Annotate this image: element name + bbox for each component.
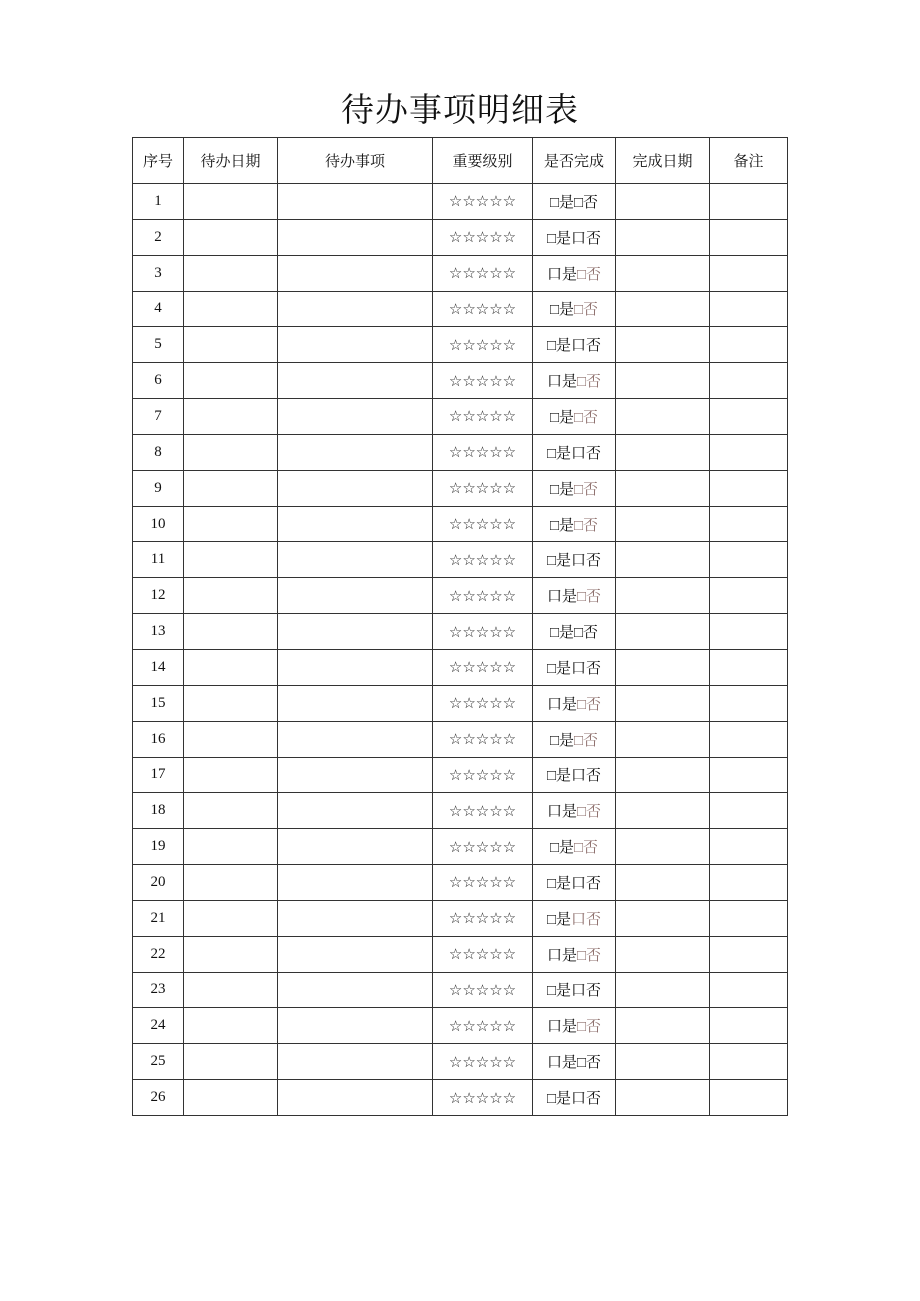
row-number: 25 xyxy=(133,1044,184,1080)
importance-stars: ☆☆☆☆☆ xyxy=(433,542,533,578)
importance-stars: ☆☆☆☆☆ xyxy=(433,1008,533,1044)
checkbox-yes: 口是 xyxy=(546,804,577,821)
checkbox-no: □否 xyxy=(574,517,599,534)
table-row xyxy=(133,219,788,255)
completion-checkbox-cell xyxy=(533,685,616,721)
completion-date-cell xyxy=(616,614,710,650)
todo-date-cell xyxy=(184,1044,278,1080)
checkbox-no: 口否 xyxy=(571,768,602,785)
todo-item-cell xyxy=(278,184,433,220)
completion-date-cell xyxy=(616,936,710,972)
checkbox-yes: □是 xyxy=(549,409,574,426)
completion-date-cell xyxy=(616,434,710,470)
importance-stars: ☆☆☆☆☆ xyxy=(433,721,533,757)
todo-item-cell xyxy=(278,649,433,685)
completion-date-cell xyxy=(616,578,710,614)
table-row xyxy=(133,434,788,470)
checkbox-yes: □是 xyxy=(549,732,574,749)
importance-stars: ☆☆☆☆☆ xyxy=(433,649,533,685)
completion-checkbox-cell xyxy=(533,793,616,829)
importance-stars: ☆☆☆☆☆ xyxy=(433,829,533,865)
todo-date-cell xyxy=(184,1008,278,1044)
table-body xyxy=(133,184,788,1116)
todo-date-cell xyxy=(184,184,278,220)
todo-date-cell xyxy=(184,219,278,255)
note-cell xyxy=(710,470,788,506)
checkbox-yes: 口是 xyxy=(546,947,577,964)
todo-date-cell xyxy=(184,399,278,435)
todo-date-cell xyxy=(184,542,278,578)
note-cell xyxy=(710,542,788,578)
row-number: 26 xyxy=(133,1080,184,1116)
checkbox-no: □否 xyxy=(576,266,602,283)
todo-item-cell xyxy=(278,291,433,327)
todo-item-cell xyxy=(278,578,433,614)
checkbox-yes: 口是 xyxy=(546,1019,577,1036)
todo-item-cell xyxy=(278,399,433,435)
note-cell xyxy=(710,829,788,865)
importance-stars: ☆☆☆☆☆ xyxy=(433,434,533,470)
checkbox-yes: □是 xyxy=(546,768,572,785)
completion-checkbox-cell xyxy=(533,865,616,901)
completion-checkbox-cell xyxy=(533,649,616,685)
row-number: 14 xyxy=(133,649,184,685)
todo-date-cell xyxy=(184,470,278,506)
completion-date-cell xyxy=(616,184,710,220)
completion-date-cell xyxy=(616,649,710,685)
importance-stars: ☆☆☆☆☆ xyxy=(433,470,533,506)
table-row xyxy=(133,1044,788,1080)
row-number: 12 xyxy=(133,578,184,614)
table-row xyxy=(133,793,788,829)
completion-checkbox-cell xyxy=(533,936,616,972)
checkbox-no: 口否 xyxy=(571,875,602,892)
todo-item-cell xyxy=(278,1044,433,1080)
table-row xyxy=(133,542,788,578)
row-number: 5 xyxy=(133,327,184,363)
checkbox-yes: □是 xyxy=(546,230,572,247)
completion-checkbox-cell xyxy=(533,255,616,291)
todo-item-cell xyxy=(278,434,433,470)
completion-date-cell xyxy=(616,829,710,865)
todo-date-cell xyxy=(184,578,278,614)
table-row xyxy=(133,1008,788,1044)
todo-item-cell xyxy=(278,1080,433,1116)
completion-checkbox-cell xyxy=(533,972,616,1008)
checkbox-no: □否 xyxy=(574,409,599,426)
row-number: 9 xyxy=(133,470,184,506)
todo-date-cell xyxy=(184,506,278,542)
importance-stars: ☆☆☆☆☆ xyxy=(433,936,533,972)
note-cell xyxy=(710,1080,788,1116)
completion-checkbox-cell xyxy=(533,542,616,578)
checkbox-yes: □是 xyxy=(546,875,572,892)
checkbox-yes: □是 xyxy=(549,625,574,642)
note-cell xyxy=(710,506,788,542)
completion-date-cell xyxy=(616,1008,710,1044)
todo-date-cell xyxy=(184,757,278,793)
note-cell xyxy=(710,291,788,327)
importance-stars: ☆☆☆☆☆ xyxy=(433,1080,533,1116)
todo-item-cell xyxy=(278,255,433,291)
row-number: 2 xyxy=(133,219,184,255)
todo-item-cell xyxy=(278,865,433,901)
completion-date-cell xyxy=(616,327,710,363)
table-row xyxy=(133,721,788,757)
checkbox-yes: □是 xyxy=(546,445,572,462)
completion-date-cell xyxy=(616,219,710,255)
checkbox-yes: □是 xyxy=(549,194,574,211)
completion-checkbox-cell xyxy=(533,757,616,793)
checkbox-yes: □是 xyxy=(546,983,572,1000)
row-number: 16 xyxy=(133,721,184,757)
header-no: 序号 xyxy=(133,138,184,184)
row-number: 6 xyxy=(133,363,184,399)
importance-stars: ☆☆☆☆☆ xyxy=(433,219,533,255)
header-date: 待办日期 xyxy=(184,138,278,184)
checkbox-yes: 口是 xyxy=(546,374,577,391)
completion-checkbox-cell xyxy=(533,1080,616,1116)
note-cell xyxy=(710,1044,788,1080)
completion-checkbox-cell xyxy=(533,184,616,220)
row-number: 17 xyxy=(133,757,184,793)
checkbox-no: □否 xyxy=(576,696,602,713)
todo-date-cell xyxy=(184,793,278,829)
header-level: 重要级别 xyxy=(433,138,533,184)
todo-item-cell xyxy=(278,1008,433,1044)
todo-item-cell xyxy=(278,685,433,721)
row-number: 13 xyxy=(133,614,184,650)
note-cell xyxy=(710,363,788,399)
checkbox-no: 口否 xyxy=(571,338,602,355)
note-cell xyxy=(710,1008,788,1044)
completion-date-cell xyxy=(616,255,710,291)
note-cell xyxy=(710,900,788,936)
checkbox-no: □否 xyxy=(574,625,599,642)
completion-checkbox-cell xyxy=(533,506,616,542)
todo-item-cell xyxy=(278,757,433,793)
table-row xyxy=(133,291,788,327)
checkbox-yes: □是 xyxy=(546,660,572,677)
completion-date-cell xyxy=(616,900,710,936)
note-cell xyxy=(710,399,788,435)
row-number: 19 xyxy=(133,829,184,865)
todo-table xyxy=(132,137,788,1116)
checkbox-no: □否 xyxy=(576,804,602,821)
table-row xyxy=(133,649,788,685)
importance-stars: ☆☆☆☆☆ xyxy=(433,399,533,435)
todo-date-cell xyxy=(184,865,278,901)
todo-date-cell xyxy=(184,363,278,399)
importance-stars: ☆☆☆☆☆ xyxy=(433,506,533,542)
importance-stars: ☆☆☆☆☆ xyxy=(433,578,533,614)
checkbox-no: □否 xyxy=(574,732,599,749)
importance-stars: ☆☆☆☆☆ xyxy=(433,685,533,721)
table-row xyxy=(133,972,788,1008)
checkbox-yes: □是 xyxy=(549,481,574,498)
todo-item-cell xyxy=(278,219,433,255)
note-cell xyxy=(710,757,788,793)
importance-stars: ☆☆☆☆☆ xyxy=(433,972,533,1008)
importance-stars: ☆☆☆☆☆ xyxy=(433,1044,533,1080)
checkbox-yes: 口是 xyxy=(546,266,577,283)
table-row xyxy=(133,363,788,399)
checkbox-no: □否 xyxy=(574,840,599,857)
checkbox-yes: □是 xyxy=(549,517,574,534)
importance-stars: ☆☆☆☆☆ xyxy=(433,363,533,399)
checkbox-no: □否 xyxy=(576,947,602,964)
completion-date-cell xyxy=(616,865,710,901)
completion-date-cell xyxy=(616,972,710,1008)
checkbox-yes: 口是 xyxy=(546,589,577,606)
note-cell xyxy=(710,434,788,470)
importance-stars: ☆☆☆☆☆ xyxy=(433,757,533,793)
checkbox-no: 口否 xyxy=(571,445,602,462)
table-row xyxy=(133,685,788,721)
completion-checkbox-cell xyxy=(533,327,616,363)
row-number: 15 xyxy=(133,685,184,721)
note-cell xyxy=(710,219,788,255)
checkbox-no: □否 xyxy=(576,374,602,391)
checkbox-no: 口否 xyxy=(571,983,602,1000)
checkbox-no: □否 xyxy=(576,589,602,606)
checkbox-yes: □是 xyxy=(546,911,572,928)
importance-stars: ☆☆☆☆☆ xyxy=(433,865,533,901)
completion-checkbox-cell xyxy=(533,399,616,435)
todo-date-cell xyxy=(184,291,278,327)
table-header xyxy=(133,138,788,184)
completion-checkbox-cell xyxy=(533,614,616,650)
completion-date-cell xyxy=(616,363,710,399)
row-number: 22 xyxy=(133,936,184,972)
todo-item-cell xyxy=(278,614,433,650)
note-cell xyxy=(710,685,788,721)
completion-checkbox-cell xyxy=(533,291,616,327)
table-row xyxy=(133,757,788,793)
row-number: 20 xyxy=(133,865,184,901)
table-row xyxy=(133,506,788,542)
page-title: 待办事项明细表 xyxy=(341,93,579,129)
checkbox-no: □否 xyxy=(574,302,599,319)
todo-item-cell xyxy=(278,506,433,542)
todo-date-cell xyxy=(184,936,278,972)
checkbox-yes: □是 xyxy=(546,1091,572,1108)
todo-date-cell xyxy=(184,255,278,291)
row-number: 21 xyxy=(133,900,184,936)
table-row xyxy=(133,936,788,972)
completion-date-cell xyxy=(616,291,710,327)
todo-item-cell xyxy=(278,470,433,506)
completion-date-cell xyxy=(616,1044,710,1080)
table-row xyxy=(133,829,788,865)
completion-checkbox-cell xyxy=(533,829,616,865)
todo-date-cell xyxy=(184,900,278,936)
note-cell xyxy=(710,614,788,650)
note-cell xyxy=(710,255,788,291)
todo-date-cell xyxy=(184,972,278,1008)
completion-checkbox-cell xyxy=(533,363,616,399)
note-cell xyxy=(710,578,788,614)
row-number: 23 xyxy=(133,972,184,1008)
checkbox-no: □否 xyxy=(574,481,599,498)
table-row xyxy=(133,470,788,506)
checkbox-no: □否 xyxy=(576,1019,602,1036)
importance-stars: ☆☆☆☆☆ xyxy=(433,614,533,650)
todo-date-cell xyxy=(184,685,278,721)
row-number: 24 xyxy=(133,1008,184,1044)
header-done: 是否完成 xyxy=(533,138,616,184)
completion-date-cell xyxy=(616,1080,710,1116)
header-done-date: 完成日期 xyxy=(616,138,710,184)
note-cell xyxy=(710,327,788,363)
table-row xyxy=(133,865,788,901)
table-row xyxy=(133,578,788,614)
note-cell xyxy=(710,793,788,829)
checkbox-yes: 口是 xyxy=(546,696,577,713)
todo-item-cell xyxy=(278,327,433,363)
todo-item-cell xyxy=(278,829,433,865)
header-note: 备注 xyxy=(710,138,788,184)
checkbox-yes: □是 xyxy=(546,338,572,355)
importance-stars: ☆☆☆☆☆ xyxy=(433,184,533,220)
table-row xyxy=(133,900,788,936)
note-cell xyxy=(710,936,788,972)
completion-date-cell xyxy=(616,506,710,542)
completion-checkbox-cell xyxy=(533,900,616,936)
todo-date-cell xyxy=(184,829,278,865)
todo-item-cell xyxy=(278,363,433,399)
table-row xyxy=(133,184,788,220)
note-cell xyxy=(710,721,788,757)
todo-item-cell xyxy=(278,793,433,829)
row-number: 3 xyxy=(133,255,184,291)
todo-date-cell xyxy=(184,721,278,757)
todo-item-cell xyxy=(278,900,433,936)
table-row xyxy=(133,327,788,363)
checkbox-no: 口否 xyxy=(571,553,602,570)
todo-date-cell xyxy=(184,614,278,650)
table-row xyxy=(133,1080,788,1116)
importance-stars: ☆☆☆☆☆ xyxy=(433,793,533,829)
note-cell xyxy=(710,649,788,685)
importance-stars: ☆☆☆☆☆ xyxy=(433,900,533,936)
importance-stars: ☆☆☆☆☆ xyxy=(433,291,533,327)
completion-checkbox-cell xyxy=(533,721,616,757)
completion-date-cell xyxy=(616,793,710,829)
todo-item-cell xyxy=(278,936,433,972)
checkbox-no: 口否 xyxy=(571,660,602,677)
todo-item-cell xyxy=(278,972,433,1008)
completion-checkbox-cell xyxy=(533,434,616,470)
completion-checkbox-cell xyxy=(533,578,616,614)
completion-date-cell xyxy=(616,542,710,578)
row-number: 4 xyxy=(133,291,184,327)
completion-date-cell xyxy=(616,685,710,721)
checkbox-yes: □是 xyxy=(546,553,572,570)
note-cell xyxy=(710,184,788,220)
table-row xyxy=(133,255,788,291)
todo-item-cell xyxy=(278,542,433,578)
table-row xyxy=(133,614,788,650)
checkbox-no: 口否 xyxy=(571,230,602,247)
checkbox-no: 口否 xyxy=(571,911,602,928)
completion-checkbox-cell xyxy=(533,1044,616,1080)
checkbox-no: 口否 xyxy=(571,1091,602,1108)
row-number: 7 xyxy=(133,399,184,435)
completion-checkbox-cell xyxy=(533,470,616,506)
note-cell xyxy=(710,865,788,901)
todo-date-cell xyxy=(184,649,278,685)
checkbox-yes: □是 xyxy=(549,840,574,857)
checkbox-no: □否 xyxy=(574,194,599,211)
row-number: 18 xyxy=(133,793,184,829)
checkbox-no: □否 xyxy=(576,1055,602,1072)
header-item: 待办事项 xyxy=(278,138,433,184)
row-number: 10 xyxy=(133,506,184,542)
todo-date-cell xyxy=(184,327,278,363)
note-cell xyxy=(710,972,788,1008)
completion-date-cell xyxy=(616,470,710,506)
completion-checkbox-cell xyxy=(533,1008,616,1044)
row-number: 1 xyxy=(133,184,184,220)
todo-item-cell xyxy=(278,721,433,757)
header-row xyxy=(133,138,788,184)
importance-stars: ☆☆☆☆☆ xyxy=(433,327,533,363)
todo-date-cell xyxy=(184,1080,278,1116)
row-number: 11 xyxy=(133,542,184,578)
row-number: 8 xyxy=(133,434,184,470)
completion-date-cell xyxy=(616,757,710,793)
completion-checkbox-cell xyxy=(533,219,616,255)
todo-date-cell xyxy=(184,434,278,470)
completion-date-cell xyxy=(616,721,710,757)
importance-stars: ☆☆☆☆☆ xyxy=(433,255,533,291)
table-row xyxy=(133,399,788,435)
checkbox-yes: □是 xyxy=(549,302,574,319)
checkbox-yes: 口是 xyxy=(546,1055,577,1072)
completion-date-cell xyxy=(616,399,710,435)
